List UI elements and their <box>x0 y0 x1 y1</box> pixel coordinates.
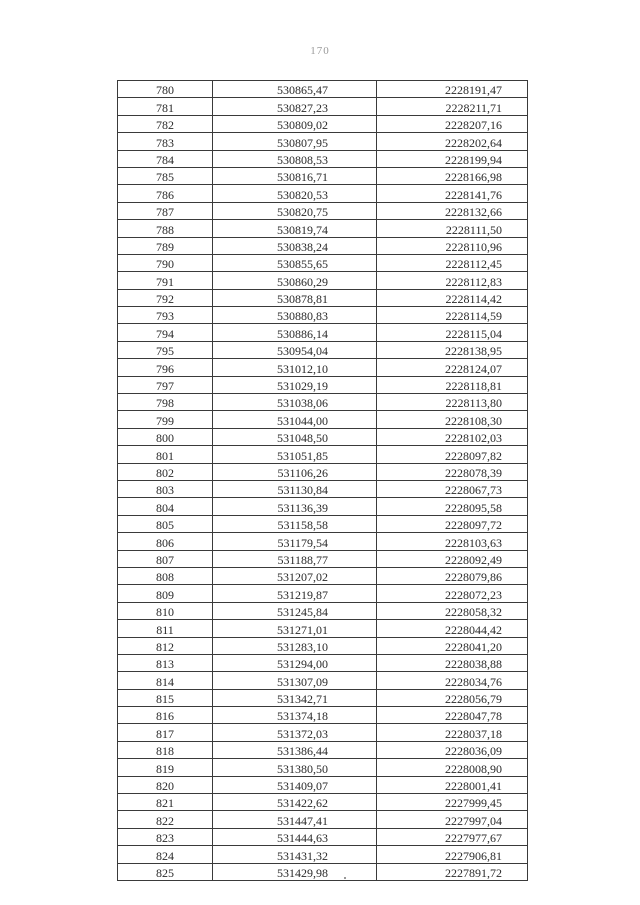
y-coordinate-cell: 2227891,72 <box>377 863 528 880</box>
x-coordinate-cell: 530865,47 <box>213 81 377 98</box>
point-number-cell: 808 <box>118 567 213 584</box>
y-coordinate-cell: 2228041,20 <box>377 637 528 654</box>
table-row <box>118 533 528 550</box>
y-coordinate-cell: 2227906,81 <box>377 846 528 863</box>
point-number-cell: 801 <box>118 446 213 463</box>
x-coordinate-cell: 531029,19 <box>213 376 377 393</box>
page-number: 170 <box>310 45 330 57</box>
table-row <box>118 376 528 393</box>
point-number-cell: 818 <box>118 741 213 758</box>
y-coordinate-cell: 2228112,83 <box>377 272 528 289</box>
point-number-cell: 798 <box>118 394 213 411</box>
y-coordinate-cell: 2228008,90 <box>377 759 528 776</box>
point-number-cell: 792 <box>118 289 213 306</box>
y-coordinate-cell: 2228038,88 <box>377 654 528 671</box>
x-coordinate-cell: 531374,18 <box>213 707 377 724</box>
y-coordinate-cell: 2228079,86 <box>377 567 528 584</box>
table-row <box>118 394 528 411</box>
point-number-cell: 816 <box>118 707 213 724</box>
x-coordinate-cell: 531044,00 <box>213 411 377 428</box>
point-number-cell: 783 <box>118 133 213 150</box>
x-coordinate-cell: 531447,41 <box>213 811 377 828</box>
y-coordinate-cell: 2228211,71 <box>377 98 528 115</box>
point-number-cell: 793 <box>118 307 213 324</box>
table-row <box>118 220 528 237</box>
table-row <box>118 567 528 584</box>
point-number-cell: 821 <box>118 794 213 811</box>
table-row <box>118 81 528 98</box>
y-coordinate-cell: 2228115,04 <box>377 324 528 341</box>
x-coordinate-cell: 531431,32 <box>213 846 377 863</box>
y-coordinate-cell: 2228141,76 <box>377 185 528 202</box>
point-number-cell: 825 <box>118 863 213 880</box>
table-row <box>118 133 528 150</box>
point-number-cell: 823 <box>118 828 213 845</box>
point-number-cell: 789 <box>118 237 213 254</box>
table-row <box>118 359 528 376</box>
y-coordinate-cell: 2228092,49 <box>377 550 528 567</box>
point-number-cell: 824 <box>118 846 213 863</box>
y-coordinate-cell: 2228037,18 <box>377 724 528 741</box>
x-coordinate-cell: 531342,71 <box>213 689 377 706</box>
y-coordinate-cell: 2228166,98 <box>377 167 528 184</box>
table-row <box>118 272 528 289</box>
table-row <box>118 202 528 219</box>
point-number-cell: 782 <box>118 115 213 132</box>
y-coordinate-cell: 2228112,45 <box>377 254 528 271</box>
point-number-cell: 795 <box>118 341 213 358</box>
point-number-cell: 814 <box>118 672 213 689</box>
table-row <box>118 654 528 671</box>
x-coordinate-cell: 531386,44 <box>213 741 377 758</box>
x-coordinate-cell: 530860,29 <box>213 272 377 289</box>
x-coordinate-cell: 531130,84 <box>213 480 377 497</box>
x-coordinate-cell: 531422,62 <box>213 794 377 811</box>
y-coordinate-cell: 2228103,63 <box>377 533 528 550</box>
y-coordinate-cell: 2228078,39 <box>377 463 528 480</box>
point-number-cell: 786 <box>118 185 213 202</box>
table-row <box>118 585 528 602</box>
x-coordinate-cell: 530886,14 <box>213 324 377 341</box>
table-row <box>118 724 528 741</box>
point-number-cell: 800 <box>118 428 213 445</box>
y-coordinate-cell: 2228124,07 <box>377 359 528 376</box>
x-coordinate-cell: 531429,98 <box>213 863 377 880</box>
y-coordinate-cell: 2228132,66 <box>377 202 528 219</box>
x-coordinate-cell: 531219,87 <box>213 585 377 602</box>
x-coordinate-cell: 530838,24 <box>213 237 377 254</box>
point-number-cell: 820 <box>118 776 213 793</box>
x-coordinate-cell: 530808,53 <box>213 150 377 167</box>
x-coordinate-cell: 530820,75 <box>213 202 377 219</box>
y-coordinate-cell: 2228001,41 <box>377 776 528 793</box>
x-coordinate-cell: 530827,23 <box>213 98 377 115</box>
x-coordinate-cell: 530807,95 <box>213 133 377 150</box>
coordinates-table-body <box>118 81 528 881</box>
y-coordinate-cell: 2228044,42 <box>377 620 528 637</box>
x-coordinate-cell: 531012,10 <box>213 359 377 376</box>
y-coordinate-cell: 2228034,76 <box>377 672 528 689</box>
point-number-cell: 797 <box>118 376 213 393</box>
table-row <box>118 185 528 202</box>
table-row <box>118 324 528 341</box>
y-coordinate-cell: 2228110,96 <box>377 237 528 254</box>
x-coordinate-cell: 530855,65 <box>213 254 377 271</box>
point-number-cell: 785 <box>118 167 213 184</box>
point-number-cell: 780 <box>118 81 213 98</box>
y-coordinate-cell: 2228202,64 <box>377 133 528 150</box>
table-row <box>118 846 528 863</box>
table-row <box>118 411 528 428</box>
x-coordinate-cell: 531409,07 <box>213 776 377 793</box>
y-coordinate-cell: 2228114,59 <box>377 307 528 324</box>
point-number-cell: 806 <box>118 533 213 550</box>
point-number-cell: 815 <box>118 689 213 706</box>
y-coordinate-cell: 2228114,42 <box>377 289 528 306</box>
table-row <box>118 428 528 445</box>
point-number-cell: 810 <box>118 602 213 619</box>
point-number-cell: 791 <box>118 272 213 289</box>
table-row <box>118 759 528 776</box>
coordinates-table <box>117 80 528 881</box>
x-coordinate-cell: 530816,71 <box>213 167 377 184</box>
table-row <box>118 602 528 619</box>
x-coordinate-cell: 531106,26 <box>213 463 377 480</box>
y-coordinate-cell: 2228118,81 <box>377 376 528 393</box>
x-coordinate-cell: 531188,77 <box>213 550 377 567</box>
table-row <box>118 620 528 637</box>
point-number-cell: 790 <box>118 254 213 271</box>
point-number-cell: 822 <box>118 811 213 828</box>
table-row <box>118 341 528 358</box>
point-number-cell: 802 <box>118 463 213 480</box>
y-coordinate-cell: 2228047,78 <box>377 707 528 724</box>
point-number-cell: 805 <box>118 515 213 532</box>
y-coordinate-cell: 2228097,72 <box>377 515 528 532</box>
point-number-cell: 809 <box>118 585 213 602</box>
x-coordinate-cell: 531179,54 <box>213 533 377 550</box>
point-number-cell: 817 <box>118 724 213 741</box>
point-number-cell: 804 <box>118 498 213 515</box>
y-coordinate-cell: 2228207,16 <box>377 115 528 132</box>
y-coordinate-cell: 2228138,95 <box>377 341 528 358</box>
x-coordinate-cell: 531380,50 <box>213 759 377 776</box>
table-row <box>118 463 528 480</box>
y-coordinate-cell: 2227999,45 <box>377 794 528 811</box>
point-number-cell: 784 <box>118 150 213 167</box>
y-coordinate-cell: 2228095,58 <box>377 498 528 515</box>
y-coordinate-cell: 2228102,03 <box>377 428 528 445</box>
point-number-cell: 812 <box>118 637 213 654</box>
scan-speck <box>344 877 346 879</box>
x-coordinate-cell: 531048,50 <box>213 428 377 445</box>
y-coordinate-cell: 2228058,32 <box>377 602 528 619</box>
y-coordinate-cell: 2228056,79 <box>377 689 528 706</box>
y-coordinate-cell: 2228111,50 <box>377 220 528 237</box>
table-row <box>118 550 528 567</box>
y-coordinate-cell: 2228199,94 <box>377 150 528 167</box>
table-row <box>118 515 528 532</box>
table-row <box>118 689 528 706</box>
table-row <box>118 811 528 828</box>
x-coordinate-cell: 530820,53 <box>213 185 377 202</box>
table-row <box>118 237 528 254</box>
table-row <box>118 98 528 115</box>
table-row <box>118 672 528 689</box>
table-row <box>118 307 528 324</box>
x-coordinate-cell: 531051,85 <box>213 446 377 463</box>
table-row <box>118 115 528 132</box>
table-row <box>118 150 528 167</box>
x-coordinate-cell: 530809,02 <box>213 115 377 132</box>
y-coordinate-cell: 2228113,80 <box>377 394 528 411</box>
x-coordinate-cell: 530819,74 <box>213 220 377 237</box>
x-coordinate-cell: 531136,39 <box>213 498 377 515</box>
y-coordinate-cell: 2228036,09 <box>377 741 528 758</box>
x-coordinate-cell: 531444,63 <box>213 828 377 845</box>
y-coordinate-cell: 2228108,30 <box>377 411 528 428</box>
point-number-cell: 819 <box>118 759 213 776</box>
table-row <box>118 794 528 811</box>
table-row <box>118 863 528 880</box>
y-coordinate-cell: 2228097,82 <box>377 446 528 463</box>
x-coordinate-cell: 531245,84 <box>213 602 377 619</box>
point-number-cell: 781 <box>118 98 213 115</box>
table-row <box>118 741 528 758</box>
x-coordinate-cell: 531207,02 <box>213 567 377 584</box>
y-coordinate-cell: 2228072,23 <box>377 585 528 602</box>
x-coordinate-cell: 531271,01 <box>213 620 377 637</box>
point-number-cell: 807 <box>118 550 213 567</box>
point-number-cell: 811 <box>118 620 213 637</box>
y-coordinate-cell: 2228191,47 <box>377 81 528 98</box>
point-number-cell: 788 <box>118 220 213 237</box>
x-coordinate-cell: 530878,81 <box>213 289 377 306</box>
table-row <box>118 828 528 845</box>
y-coordinate-cell: 2228067,73 <box>377 480 528 497</box>
x-coordinate-cell: 531294,00 <box>213 654 377 671</box>
table-row <box>118 776 528 793</box>
y-coordinate-cell: 2227997,04 <box>377 811 528 828</box>
table-row <box>118 637 528 654</box>
x-coordinate-cell: 530880,83 <box>213 307 377 324</box>
table-row <box>118 254 528 271</box>
table-row <box>118 707 528 724</box>
x-coordinate-cell: 530954,04 <box>213 341 377 358</box>
point-number-cell: 787 <box>118 202 213 219</box>
point-number-cell: 813 <box>118 654 213 671</box>
x-coordinate-cell: 531158,58 <box>213 515 377 532</box>
point-number-cell: 799 <box>118 411 213 428</box>
point-number-cell: 796 <box>118 359 213 376</box>
table-row <box>118 446 528 463</box>
point-number-cell: 794 <box>118 324 213 341</box>
table-row <box>118 498 528 515</box>
table-row <box>118 480 528 497</box>
table-row <box>118 167 528 184</box>
table-row <box>118 289 528 306</box>
x-coordinate-cell: 531283,10 <box>213 637 377 654</box>
point-number-cell: 803 <box>118 480 213 497</box>
x-coordinate-cell: 531307,09 <box>213 672 377 689</box>
x-coordinate-cell: 531038,06 <box>213 394 377 411</box>
x-coordinate-cell: 531372,03 <box>213 724 377 741</box>
y-coordinate-cell: 2227977,67 <box>377 828 528 845</box>
